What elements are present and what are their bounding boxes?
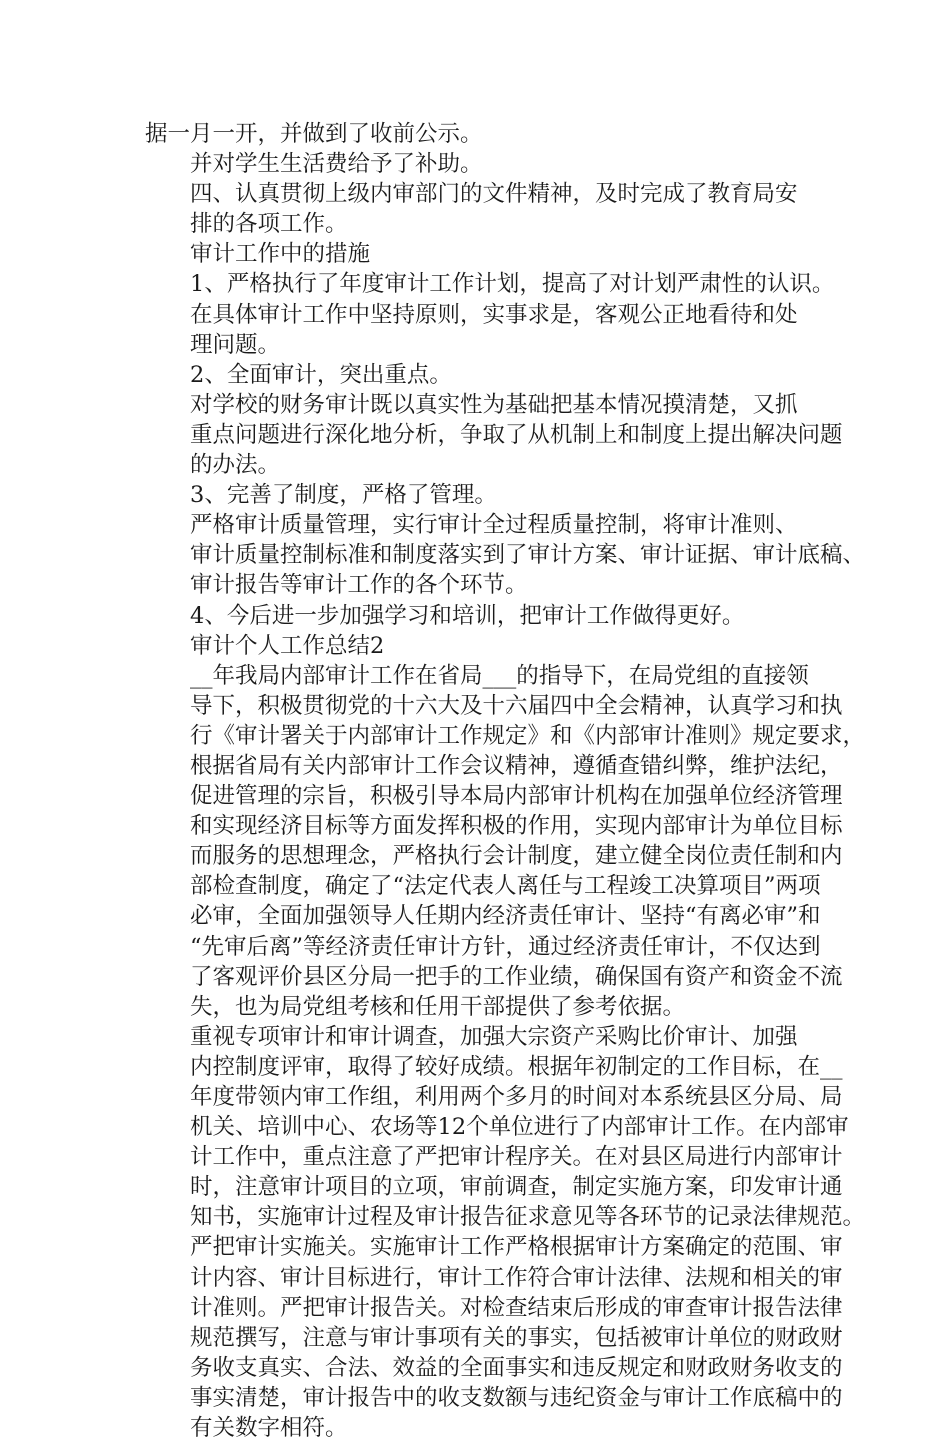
text-line: 对学校的财务审计既以真实性为基础把基本情况摸清楚，又抓 (190, 391, 798, 418)
text-line: 计内容、审计目标进行，审计工作符合审计法律、法规和相关的审 (190, 1264, 843, 1291)
paragraph (145, 149, 825, 179)
text-line: 并对学生生活费给予了补助。 (190, 151, 483, 178)
text-line: 2、全面审计，突出重点。 (190, 361, 452, 388)
text-line: 务收支真实、合法、效益的全面事实和违反规定和财政财务收支的 (190, 1354, 843, 1381)
text-line: 审计个人工作总结2 (190, 632, 385, 659)
text-line: 导下，积极贯彻党的十六大及十六届四中全会精神，认真学习和执 (190, 692, 843, 719)
text-line: 在具体审计工作中坚持原则，实事求是，客观公正地看待和处 (190, 301, 798, 328)
text-line: 和实现经济目标等方面发挥积极的作用，实现内部审计为单位目标 (190, 813, 843, 840)
text-line: 部检查制度，确定了“法定代表人离任与工程竣工决算项目”两项 (190, 873, 821, 900)
paragraph (145, 480, 825, 510)
text-line: 内控制度评审，取得了较好成绩。根据年初制定的工作目标，在__ (190, 1053, 843, 1080)
text-line: “先审后离”等经济责任审计方针，通过经济责任审计，不仅达到 (190, 933, 821, 960)
paragraph (145, 269, 835, 299)
text-line: 而服务的思想理念，严格执行会计制度，建立健全岗位责任制和内 (190, 843, 843, 870)
text-line: 计准则。严把审计报告关。对检查结束后形成的审查审计报告法律 (190, 1294, 843, 1321)
text-line: 严格审计质量管理，实行审计全过程质量控制，将审计准则、 (190, 512, 798, 539)
text-line: 理问题。 (190, 331, 281, 358)
text-line: 规范撰写，注意与审计事项有关的事实，包括被审计单位的财政财 (190, 1324, 843, 1351)
text-line: 了客观评价县区分局一把手的工作业绩，确保国有资产和资金不流 (190, 963, 843, 990)
text-line: 审计质量控制标准和制度落实到了审计方案、审计证据、审计底稿、 (190, 542, 866, 569)
text-line: 有关数字相符。 (190, 1415, 348, 1442)
text-line: 1、严格执行了年度审计工作计划，提高了对计划严肃性的认识。 (190, 271, 835, 298)
text-line: __年我局内部审计工作在省局___的指导下，在局党组的直接领 (190, 662, 809, 689)
text-line: 促进管理的宗旨，积极引导本局内部审计机构在加强单位经济管理 (190, 783, 843, 810)
paragraph (145, 360, 825, 390)
text-line: 必审，全面加强领导人任期内经济责任审计、坚持“有离必审”和 (190, 903, 821, 930)
paragraph (145, 119, 825, 149)
paragraph (145, 179, 825, 239)
text-line: 审计工作中的措施 (190, 241, 371, 268)
text-line: 计工作中，重点注意了严把审计程序关。在对县区局进行内部审计 (190, 1144, 843, 1171)
text-line: 机关、培训中心、农场等12个单位进行了内部审计工作。在内部审 (190, 1114, 849, 1141)
text-line: 失，也为局党组考核和任用干部提供了参考依据。 (190, 993, 686, 1020)
text-line: 四、认真贯彻上级内审部门的文件精神，及时完成了教育局安 (190, 181, 798, 208)
paragraph (145, 631, 825, 661)
text-line: 重点问题进行深化地分析，争取了从机制上和制度上提出解决问题 (190, 421, 843, 448)
text-line: 年度带领内审工作组，利用两个多月的时间对本系统县区分局、局 (190, 1084, 843, 1110)
text-line: 4、今后进一步加强学习和培训，把审计工作做得更好。 (190, 602, 745, 629)
paragraph (145, 239, 825, 269)
text-line: 知书，实施审计过程及审计报告征求意见等各环节的记录法律规范。 (190, 1204, 866, 1231)
text-line: 审计报告等审计工作的各个环节。 (190, 572, 528, 599)
text-line: 严把审计实施关。实施审计工作严格根据审计方案确定的范围、审 (190, 1234, 843, 1261)
text-line: 的办法。 (190, 452, 281, 479)
text-line: 重视专项审计和审计调查，加强大宗资产采购比价审计、加强 (190, 1023, 798, 1050)
text-line: 排的各项工作。 (190, 211, 348, 238)
text-line: 3、完善了制度，严格了管理。 (190, 482, 497, 509)
paragraph (145, 390, 843, 480)
paragraph (145, 661, 866, 1022)
paragraph (145, 601, 825, 631)
text-line: 时，注意审计项目的立项，审前调查，制定实施方案，印发审计通 (190, 1174, 843, 1201)
text-line: 据一月一开，并做到了收前公示。 (145, 121, 483, 147)
text-line: 事实清楚，审计报告中的收支数额与违纪资金与审计工作底稿中的 (190, 1384, 843, 1411)
text-line: 行《审计署关于内部审计工作规定》和《内部审计准则》规定要求， (190, 722, 866, 749)
paragraph (145, 1022, 866, 1443)
paragraph (145, 510, 866, 600)
text-line: 根据省局有关内部审计工作会议精神，遵循查错纠弊，维护法纪， (190, 752, 843, 779)
paragraph (145, 300, 825, 360)
document-body (145, 119, 866, 1443)
